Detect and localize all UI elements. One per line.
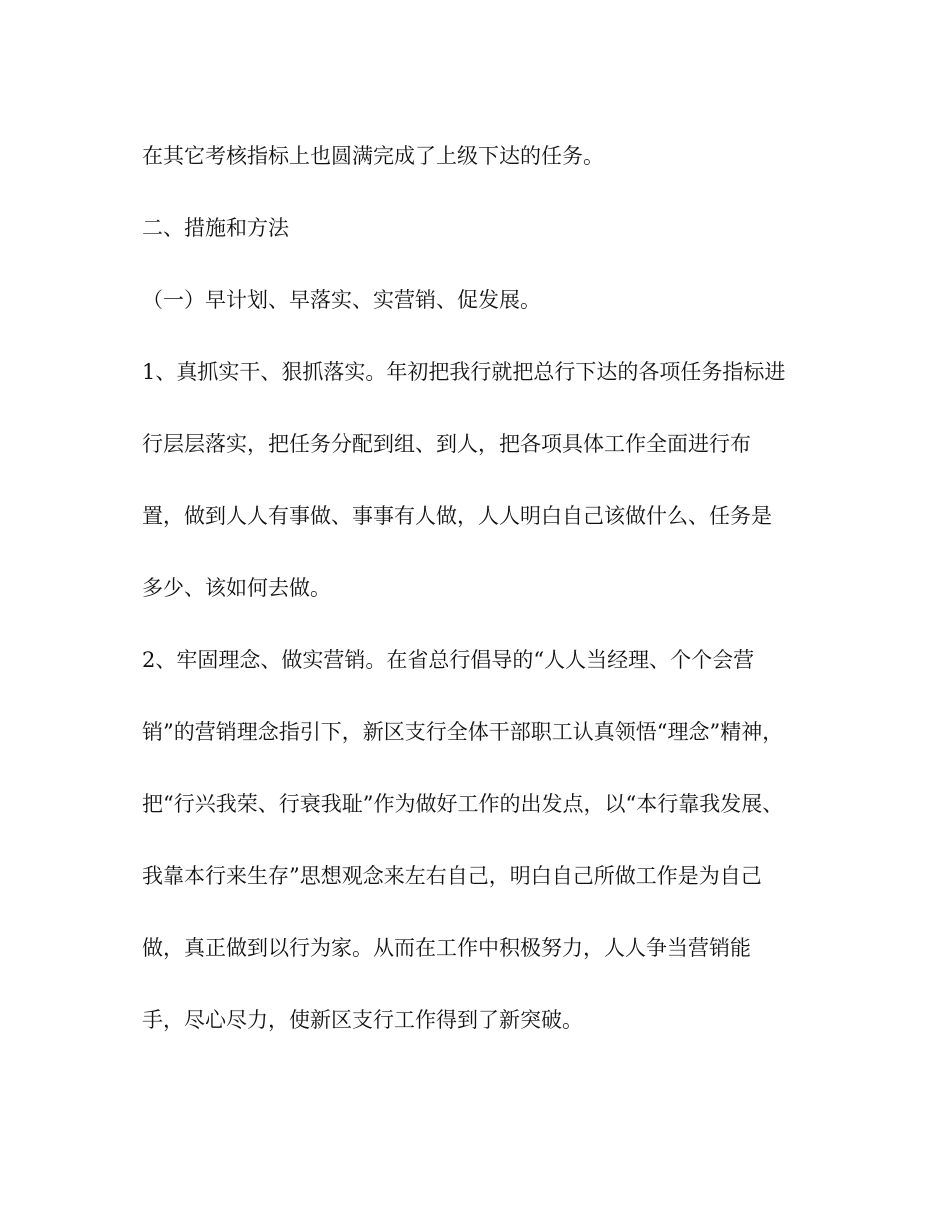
- text-line: 把“行兴我荣、行衰我耻”作为做好工作的出发点，以“本行靠我发展、: [142, 792, 784, 816]
- text-line: 做，真正做到以行为家。从而在工作中积极努力，人人争当营销能: [142, 936, 751, 960]
- text-line: 手，尽心尽力，使新区支行工作得到了新突破。: [142, 1008, 583, 1032]
- section-heading: 二、措施和方法: [142, 216, 289, 240]
- subsection-heading: （一）早计划、早落实、实营销、促发展。: [142, 288, 541, 312]
- text-line: 多少、该如何去做。: [142, 576, 331, 600]
- text-line: 2、牢固理念、做实营销。在省总行倡导的“人人当经理、个个会营: [142, 648, 755, 672]
- text-line: 1、真抓实干、狠抓落实。年初把我行就把总行下达的各项任务指标进: [142, 360, 786, 384]
- text-line: 销”的营销理念指引下，新区支行全体干部职工认真领悟“理念”精神，: [142, 720, 784, 744]
- text-line: 行层层落实，把任务分配到组、到人，把各项具体工作全面进行布: [142, 432, 751, 456]
- text-line: 在其它考核指标上也圆满完成了上级下达的任务。: [142, 144, 604, 168]
- text-line: 置，做到人人有事做、事事有人做，人人明白自己该做什么、任务是: [142, 504, 772, 528]
- text-line: 我靠本行来生存”思想观念来左右自己，明白自己所做工作是为自己: [142, 864, 762, 888]
